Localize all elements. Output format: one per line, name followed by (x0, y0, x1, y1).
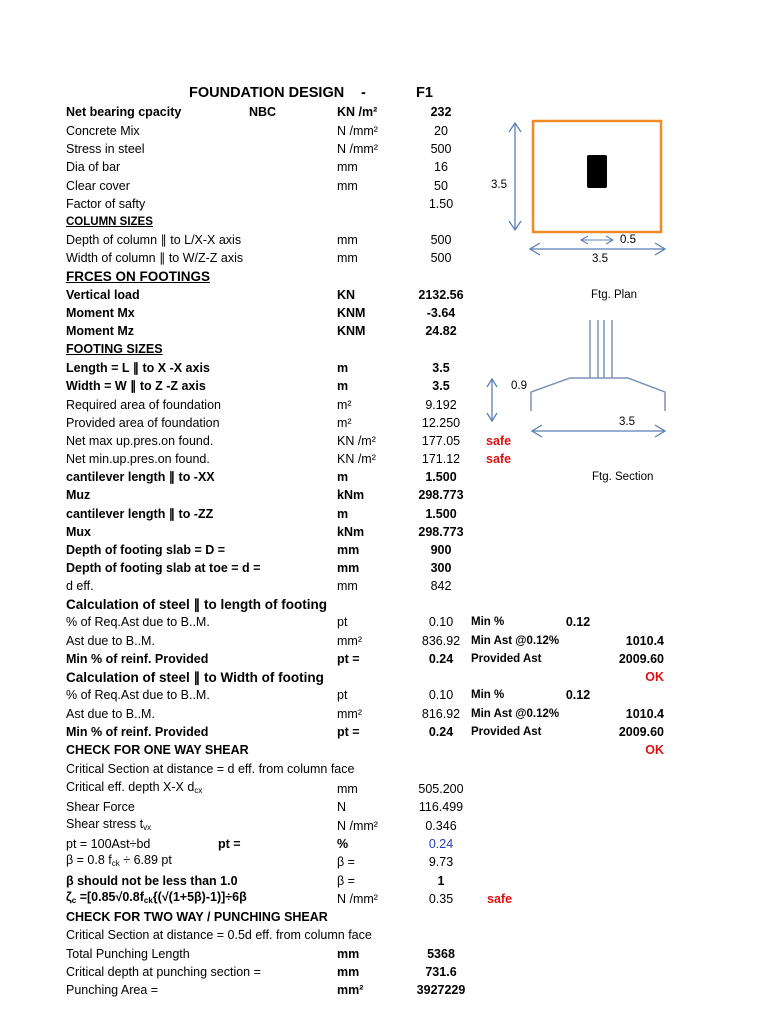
moment-mx-label: Moment Mx (66, 306, 135, 320)
steel-width-ast-unit: mm² (337, 707, 362, 721)
steel-length-pct-label: % of Req.Ast due to B..M. (66, 615, 210, 629)
req-area-value: 9.192 (425, 398, 457, 412)
column-width-unit: mm (337, 251, 358, 265)
req-area-label: Required area of foundation (66, 398, 221, 412)
bar-dia-label: Dia of bar (66, 160, 121, 174)
punch-len-unit: mm (337, 947, 360, 961)
column-width-label: Width of column ∥ to W/Z-Z axis (66, 251, 244, 265)
steel-length-status: OK (645, 670, 664, 684)
shear-force-label: Shear Force (66, 800, 135, 814)
steel-length-min-ast-label: Min Ast @0.12% (471, 635, 560, 647)
cant-xx-label: cantilever length ∥ to -XX (66, 470, 215, 484)
clear-cover-label: Clear cover (66, 179, 130, 193)
column-sizes-heading: COLUMN SIZES (66, 216, 153, 228)
beta-value: 9.73 (428, 855, 454, 869)
shear-stress-unit: N /mm² (337, 819, 378, 833)
depth-D-label: Depth of footing slab = D = (66, 543, 226, 557)
depth-D-unit: mm (337, 543, 360, 557)
punch-area-unit: mm² (337, 983, 364, 997)
steel-width-min-ast-value: 1010.4 (625, 707, 664, 721)
title-dash: - (361, 85, 366, 101)
moment-mx-value: -3.64 (426, 306, 456, 320)
steel-stress-unit: N /mm² (337, 142, 378, 156)
concrete-mix-unit: N /mm² (337, 124, 378, 138)
safety-factor-label: Factor of safty (66, 197, 146, 211)
steel-width-min-pct-value: 0.12 (565, 688, 591, 702)
crit-depth-label: Critical eff. depth X-X $d_{cx}$ (66, 780, 203, 795)
moment-mx-unit: KNM (337, 306, 366, 320)
moment-mz-value: 24.82 (425, 324, 457, 338)
safety-factor-value: 1.50 (428, 197, 454, 211)
punch-len-label: Total Punching Length (66, 947, 190, 961)
plan-caption: Ftg. Plan (591, 289, 638, 301)
steel-length-min-pct-label: Min % (471, 616, 505, 628)
min-pres-unit: KN /m² (337, 452, 376, 466)
d-eff-value: 842 (430, 579, 452, 593)
one-way-status: OK (645, 743, 664, 757)
footing-plan-drawing (509, 121, 665, 255)
steel-length-min-ast-value: 1010.4 (625, 634, 664, 648)
steel-stress-label: Stress in steel (66, 142, 145, 156)
bearing-unit: KN /m² (337, 105, 378, 119)
length-unit: m (337, 361, 349, 375)
prov-area-label: Provided area of foundation (66, 416, 220, 430)
steel-length-ast-label: Ast due to B..M. (66, 634, 155, 648)
steel-length-ast-unit: mm² (337, 634, 362, 648)
steel-width-min-pct-label: Min % (471, 689, 505, 701)
column-width-value: 500 (430, 251, 452, 265)
zeta-unit: N /mm² (337, 892, 378, 906)
one-way-crit-section: Critical Section at distance = d eff. from column face (66, 762, 355, 776)
max-pres-value: 177.05 (421, 434, 461, 448)
length-label: Length = L ∥ to X -X axis (66, 361, 210, 375)
one-way-heading: CHECK FOR ONE WAY SHEAR (66, 743, 249, 757)
shear-stress-label: Shear stress $t_{vx}$ (66, 817, 152, 832)
beta-min-value: 1 (437, 874, 445, 888)
beta-formula: β = 0.8 $f_{ck} \div 6.89$ pt (66, 853, 172, 868)
steel-width-prov-ast-label: Provided Ast (471, 726, 542, 738)
width-unit: m (337, 379, 349, 393)
depth-D-value: 900 (430, 543, 452, 557)
concrete-mix-label: Concrete Mix (66, 124, 140, 138)
footing-section-outline (531, 378, 665, 411)
bar-dia-unit: mm (337, 160, 358, 174)
pt-value: 0.24 (428, 837, 454, 851)
bearing-value: 232 (430, 105, 452, 119)
shear-force-unit: N (337, 800, 347, 814)
steel-length-prov-ast-label: Provided Ast (471, 653, 542, 665)
zeta-status: safe (487, 892, 513, 906)
pt-unit: % (337, 837, 349, 851)
depth-d-label: Depth of footing slab at toe = d = (66, 561, 261, 575)
crit-depth-unit: mm (337, 782, 358, 796)
footing-sizes-heading: FOOTING SIZES (66, 342, 163, 356)
cant-xx-unit: m (337, 470, 349, 484)
column-depth-label: Depth of column ∥ to L/X-X axis (66, 233, 242, 247)
muz-label: Muz (66, 488, 91, 502)
pt-formula-label: pt = 100Ast÷bd (66, 837, 151, 851)
two-way-crit-section: Critical Section at distance = 0.5d eff. from column face (66, 928, 372, 942)
steel-width-prov-label: Min % of reinf. Provided (66, 725, 209, 739)
beta-min-label: β should not be less than 1.0 (66, 874, 238, 888)
steel-length-prov-ast-value: 2009.60 (618, 652, 664, 666)
steel-width-pct-label: % of Req.Ast due to B..M. (66, 688, 210, 702)
two-way-heading: CHECK FOR TWO WAY / PUNCHING SHEAR (66, 910, 328, 924)
max-pres-status: safe (486, 434, 512, 448)
steel-length-prov-unit: pt = (337, 652, 360, 666)
d-eff-label: d eff. (66, 579, 94, 593)
bar-dia-value: 16 (434, 160, 448, 174)
req-area-unit: m² (337, 398, 352, 412)
clear-cover-unit: mm (337, 179, 358, 193)
cant-xx-value: 1.500 (425, 470, 457, 484)
steel-length-pct-value: 0.10 (428, 615, 454, 629)
mux-value: 298.773 (418, 525, 464, 539)
steel-length-ast-value: 836.92 (421, 634, 461, 648)
beta-unit: β = (337, 855, 355, 869)
steel-width-min-ast-label: Min Ast @0.12% (471, 708, 560, 720)
steel-length-min-pct-value: 0.12 (565, 615, 591, 629)
d-eff-unit: mm (337, 579, 358, 593)
column-depth-value: 500 (430, 233, 452, 247)
section-width-dimension: 3.5 (619, 416, 635, 428)
shear-force-value: 116.499 (418, 800, 464, 814)
min-pres-value: 171.12 (421, 452, 461, 466)
moment-mz-unit: KNM (337, 324, 366, 338)
bearing-label: Net bearing cpacity (66, 105, 182, 119)
mux-unit: kNm (337, 525, 365, 539)
plan-bottom-dimension: 3.5 (592, 253, 608, 265)
steel-length-heading: Calculation of steel ∥ to length of footing (66, 597, 327, 612)
punch-len-value: 5368 (427, 947, 455, 961)
steel-width-pct-unit: pt (337, 688, 348, 702)
page-title: FOUNDATION DESIGN (189, 85, 345, 101)
crit-punch-depth-label: Critical depth at punching section = (66, 965, 261, 979)
beta-min-unit: β = (337, 874, 355, 888)
moment-mz-label: Moment Mz (66, 324, 135, 338)
muz-value: 298.773 (418, 488, 464, 502)
steel-length-prov-value: 0.24 (428, 652, 454, 666)
cant-zz-value: 1.500 (425, 507, 457, 521)
section-depth-dimension: 0.9 (511, 380, 527, 392)
steel-width-pct-value: 0.10 (428, 688, 454, 702)
depth-d-unit: mm (337, 561, 360, 575)
forces-heading: FRCES ON FOOTINGS (66, 269, 211, 284)
concrete-mix-value: 20 (434, 124, 448, 138)
steel-stress-value: 500 (430, 142, 452, 156)
column-plan-block (587, 155, 607, 188)
zeta-value: 0.35 (428, 892, 454, 906)
steel-width-heading: Calculation of steel ∥ to Width of footing (66, 670, 324, 685)
footing-ref: F1 (416, 85, 433, 101)
steel-length-prov-label: Min % of reinf. Provided (66, 652, 209, 666)
plan-side-dimension: 3.5 (491, 179, 507, 191)
vertical-load-unit: KN (337, 288, 356, 302)
steel-width-ast-value: 816.92 (421, 707, 461, 721)
crit-depth-value: 505.200 (418, 782, 464, 796)
column-depth-unit: mm (337, 233, 358, 247)
crit-punch-depth-unit: mm (337, 965, 360, 979)
mux-label: Mux (66, 525, 91, 539)
prov-area-unit: m² (337, 416, 352, 430)
width-value: 3.5 (432, 379, 450, 393)
prov-area-value: 12.250 (421, 416, 461, 430)
steel-width-prov-ast-value: 2009.60 (618, 725, 664, 739)
cant-zz-label: cantilever length ∥ to -ZZ (66, 507, 214, 521)
section-caption: Ftg. Section (592, 471, 654, 483)
muz-unit: kNm (337, 488, 365, 502)
plan-column-dimension: 0.5 (620, 234, 636, 246)
cant-zz-unit: m (337, 507, 349, 521)
shear-stress-value: 0.346 (425, 819, 457, 833)
crit-punch-depth-value: 731.6 (425, 965, 457, 979)
steel-length-pct-unit: pt (337, 615, 348, 629)
pt-equals-label: pt = (218, 837, 241, 851)
length-value: 3.5 (432, 361, 450, 375)
max-pres-label: Net max up.pres.on found. (66, 434, 214, 448)
vertical-load-label: Vertical load (66, 288, 140, 302)
bearing-code: NBC (249, 105, 277, 119)
steel-width-prov-unit: pt = (337, 725, 360, 739)
clear-cover-value: 50 (434, 179, 448, 193)
max-pres-unit: KN /m² (337, 434, 376, 448)
vertical-load-value: 2132.56 (418, 288, 464, 302)
steel-width-ast-label: Ast due to B..M. (66, 707, 155, 721)
zeta-formula: $\zeta_c =[0.85√0.8f_{ck}\{(√(1+5\beta)-1)]\div 6\beta$ (66, 890, 247, 905)
steel-width-prov-value: 0.24 (428, 725, 454, 739)
punch-area-label: Punching Area = (66, 983, 159, 997)
width-label: Width = W ∥ to Z -Z axis (66, 379, 206, 393)
punch-area-value: 3927229 (416, 983, 466, 997)
min-pres-label: Net min.up.pres.on found. (66, 452, 210, 466)
min-pres-status: safe (486, 452, 512, 466)
depth-d-value: 300 (430, 561, 452, 575)
